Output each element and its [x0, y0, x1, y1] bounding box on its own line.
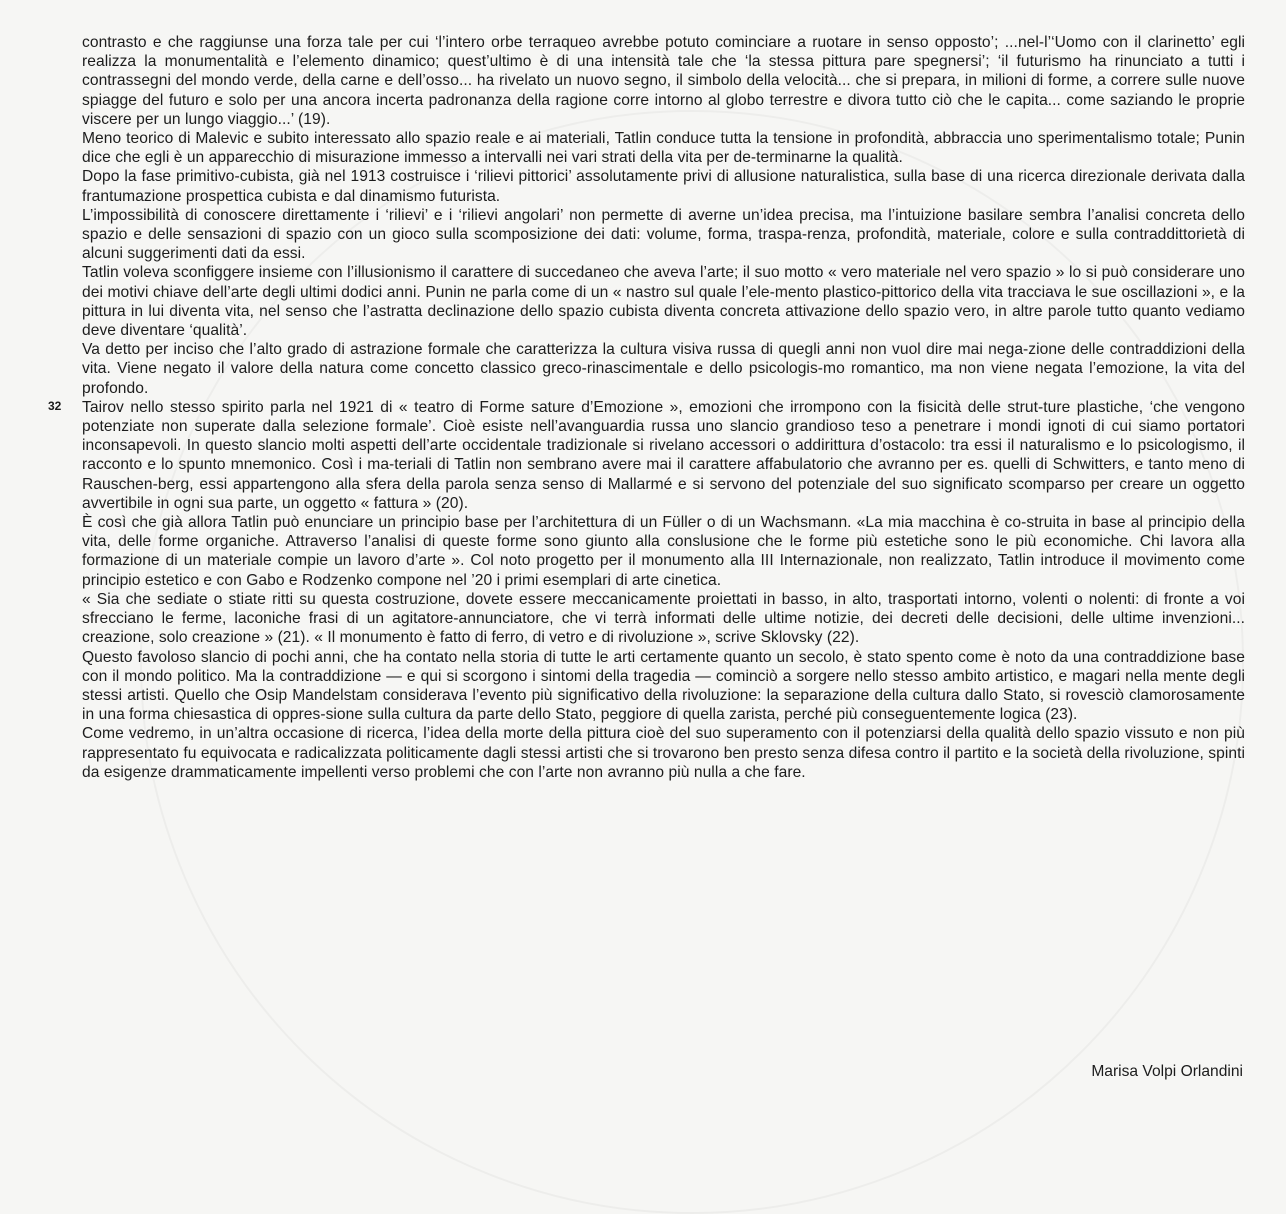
paragraph: Tairov nello stesso spirito parla nel 1921 di « teatro di Forme sature d’Emozione », emozioni che irrompono con la fisicità delle strut-ture plastiche, ‘che vengono potenziate non superate dalla selezione formale’. Cioè esiste nell’avanguardia russa uno slancio grandioso teso a penetrare i mondi ignoti di cui siamo portatori inconsapevoli. In questo slancio molti aspetti dell’arte occidentale tradizionale si rivelano accessori o addirittura d’ostacolo: tra essi il naturalismo e lo psicologismo, il racconto e lo spunto mnemonico. Così i ma-teriali di Tatlin non sembrano avere mai il carattere affabulatorio che avranno per es. quelli di Schwitters, e tanto meno di Rauschen-berg, essi appartengono alla sfera della parola senza senso di Mallarmé e si servono del potenziale del suo significato scomparso per creare un oggetto avvertibile in ogni sua parte, un oggetto « fattura » (20). — [82, 398, 1245, 512]
paragraph: Dopo la fase primitivo-cubista, già nel 1913 costruisce i ‘rilievi pittorici’ assolutamente privi di allusione naturalistica, sulla base di una ricerca direzionale derivata dalla frantumazione prospettica cubista e dal dinamismo futurista. — [82, 168, 1245, 205]
paragraph: « Sia che sediate o stiate ritti su questa costruzione, dovete essere meccanicamente proiettati in basso, in alto, trasportati intorno, volenti o nolenti: di fronte a voi sfrecciano le ferme, laconiche frasi di un agitatore-annunciatore, che vi terrà informati delle ultime notizie, dei decreti delle decisioni, delle ultime invenzioni... creazione, solo creazione » (21). « Il monumento è fatto di ferro, di vetro e di rivoluzione », scrive Sklovsky (22). — [82, 590, 1245, 647]
author-signature: Marisa Volpi Orlandini — [1091, 1063, 1243, 1080]
paragraph: contrasto e che raggiunse una forza tale per cui ‘l’intero orbe terraqueo avrebbe potuto cominciare a ruotare in senso opposto’; ...nel-l’‘Uomo con il clarinetto’ egli realizza la monumentalità e l’elemento dinamico; quest’ultimo è di una intensità tale che ‘la stessa pittura pare spegnersi’; ‘il futurismo ha rinunciato a tutti i contrassegni del mondo verde, della carne e dell’osso... ha rivelato un nuovo segno, il simbolo della velocità... che si prepara, in milioni di forme, a correre sulle nuove spiagge del futuro e solo per una ancora incerta padronanza della ragione corre intorno al globo terrestre e divora tutto ciò che le capita... come saziando le proprie viscere per un lungo viaggio...’ (19). — [82, 34, 1245, 128]
paragraph: Questo favoloso slancio di pochi anni, che ha contato nella storia di tutte le arti certamente quanto un secolo, è stato spento come è noto da una contraddizione base con il mondo politico. Ma la contraddizione — e qui si scorgono i sintomi della tragedia — cominciò a sorgere nello stesso ambito artistico, e magari nella mente degli stessi artisti. Quello che Osip Mandelstam considerava l’evento più significativo della rivoluzione: la separazione della cultura dallo Stato, si rovesciò clamorosamente in una forma chiesastica di oppres-sione sulla cultura da parte dello Stato, peggiore di quella zarista, perché più conseguentemente logica (23). — [82, 648, 1245, 724]
paragraph: L’impossibilità di conoscere direttamente i ‘rilievi’ e i ‘rilievi angolari’ non permette di averne un’idea precisa, ma l’intuizione basilare sembra l’analisi concreta dello spazio e delle sensazioni di spazio con un gioco sulla scomposizione dei dati: volume, forma, traspa-renza, profondità, materiale, colore e sulla contraddittorietà di alcuni suggerimenti dati da essi. — [82, 206, 1245, 263]
paragraph: Meno teorico di Malevic e subito interessato allo spazio reale e ai materiali, Tatlin conduce tutta la tensione in profondità, abbraccia uno sperimentalismo totale; Punin dice che egli è un apparecchio di misurazione immesso a intervalli nei vari strati della vita per de-terminarne la qualità. — [82, 130, 1245, 167]
body-text — [82, 33, 1245, 782]
page-number: 32 — [48, 399, 62, 413]
paragraph: È così che già allora Tatlin può enunciare un principio base per l’architettura di un Füller o di un Wachsmann. «La mia macchina è co-struita in base al principio della vita, delle forme organiche. Attraverso l’analisi di queste forme sono giunto alla conslusione che le forme più estetiche sono le più economiche. Chi lavora alla formazione di un materiale compie un lavoro d’arte ». Col noto progetto per il monumento alla III Internazionale, non realizzato, Tatlin introduce il movimento come principio estetico e con Gabo e Rodzenko compone nel ’20 i primi esemplari di arte cinetica. — [82, 514, 1245, 589]
paragraph: Va detto per inciso che l’alto grado di astrazione formale che caratterizza la cultura visiva russa di quegli anni non vuol dire mai nega-zione delle contraddizioni della vita. Viene negato il valore della natura come concetto classico greco-rinascimentale e dello psicologis-mo romantico, ma non viene negata l’emozione, la vita del profondo. — [82, 341, 1245, 397]
paragraph: Come vedremo, in un’altra occasione di ricerca, l’idea della morte della pittura cioè del suo superamento con il potenziarsi della qualità dello spazio vissuto e non più rappresentato fu equivocata e radicalizzata politicamente dagli stessi artisti che si trovarono ben presto senza difesa contro il partito e la società della rivoluzione, spinti da esigenze drammaticamente impellenti verso problemi che con l’arte non avranno più nulla a che fare. — [82, 725, 1245, 781]
paragraph: Tatlin voleva sconfiggere insieme con l’illusionismo il carattere di succedaneo che aveva l’arte; il suo motto « vero materiale nel vero spazio » lo si può considerare uno dei motivi chiave dell’arte degli ultimi dodici anni. Punin ne parla come di un « nastro sul quale l’ele-mento plastico-pittorico della vita tracciava le sue oscillazioni », e la pittura in lui diventa vita, nel senso che l’astratta declinazione dello spazio cubista diventa concreta attivazione dello spazio vero, in altre parole tutto quanto vediamo deve diventare ‘qualità’. — [82, 264, 1245, 340]
